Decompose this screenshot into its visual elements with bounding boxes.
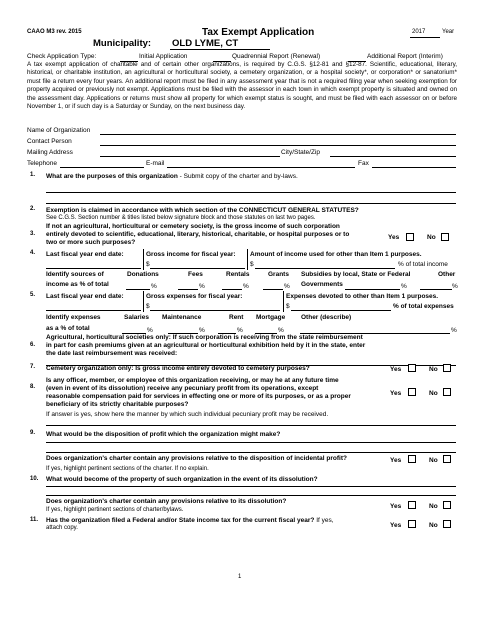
q1-answer-line-1[interactable] <box>46 192 456 193</box>
q8-yes-label: Yes <box>390 390 402 397</box>
q10b-no-checkbox[interactable] <box>443 501 451 509</box>
year-underline <box>410 37 440 38</box>
q4-col-grants: Grants <box>268 271 289 278</box>
q11-bold: Has the organization filed a Federal and/or State income tax for the current fiscal year? <box>46 517 315 524</box>
q4-pct-2: % <box>199 283 205 290</box>
q9-answer-line-2[interactable] <box>46 452 456 453</box>
q11-no-checkbox[interactable] <box>443 520 451 528</box>
q9-text: What would be the disposition of profit which the organization might make? <box>46 431 281 438</box>
q5-pct-2: % <box>199 327 205 334</box>
q8-number: 8. <box>30 384 36 390</box>
q5-col-salaries: Salaries <box>124 314 149 321</box>
city-label: City/State/Zip <box>281 149 321 156</box>
municipality-value: OLD LYME, CT <box>172 38 239 49</box>
q10b-no-label: No <box>429 503 438 510</box>
q4-pct-5: % <box>401 283 407 290</box>
mailing-label: Mailing Address <box>27 149 73 156</box>
q5-identify: Identify expenses <box>46 314 101 321</box>
q4-fiscal-date-field[interactable] <box>46 268 141 269</box>
q2-text: Exemption is claimed in accordance with which section of the CONNECTICUT GENERAL STATUTES? <box>46 207 359 214</box>
q7-no-label: No <box>429 366 438 373</box>
q10-number: 10. <box>30 476 39 482</box>
q4-income-pct-label: income as % of total <box>46 281 109 288</box>
q5-pct-1: % <box>147 327 153 334</box>
q10b-yes-checkbox[interactable] <box>408 501 416 509</box>
q6-line1: Agricultural, horticultural societies only: If such corporation is receiving from the state reimbursement <box>46 334 363 341</box>
q8-line1: Is any officer, member, or employee of this organization receiving, or may he at any future time <box>46 377 339 384</box>
q4-col-other: Other <box>438 271 456 278</box>
q5-gross-exp-field[interactable] <box>150 310 280 311</box>
q4-dollar-2: $ <box>250 261 254 268</box>
form-id: CAAO M3 rev. 2015 <box>27 29 82 35</box>
q5-divider-2 <box>283 291 284 312</box>
q1-number: 1. <box>30 172 36 178</box>
q5-dollar-1: $ <box>146 303 150 310</box>
city-field[interactable] <box>330 156 456 157</box>
q6-line2: in part for cash premiums given at an agricultural or horticultural exhibition held by it in the state, enter <box>46 342 366 349</box>
q9b-yes-label: Yes <box>390 457 402 464</box>
q4-gross-income: Gross income for fiscal year: <box>146 251 236 258</box>
q4-other-field[interactable] <box>420 289 452 290</box>
q11-rest: If yes, <box>314 517 334 524</box>
q5-divider-1 <box>143 291 144 312</box>
q10-answer-line-1[interactable] <box>46 486 456 487</box>
q9b-note: If yes, highlight pertinent sections of the charter. If no explain. <box>46 466 209 472</box>
fax-label: Fax <box>358 160 369 167</box>
q10-text: What would become of the property of such organization in the event of its dissolution? <box>46 476 318 483</box>
q8-no-checkbox[interactable] <box>443 388 451 396</box>
additional-label: Additional Report (Interim) <box>367 53 443 60</box>
q3-yes-label: Yes <box>388 234 400 241</box>
q8-line3: reasonable compensation paid for services in effecting one or more of its purposes, or as a proper <box>46 393 351 400</box>
municipality-underline <box>170 49 270 50</box>
q9b-no-label: No <box>429 457 438 464</box>
q11-text <box>46 517 334 524</box>
q4-col-fees: Fees <box>188 271 203 278</box>
email-field[interactable] <box>167 167 355 168</box>
q1-answer-line-2[interactable] <box>46 203 456 204</box>
q5-pct-total-exp: % of total expenses <box>393 303 454 310</box>
q5-dollar-2: $ <box>286 303 290 310</box>
q4-fees-field[interactable] <box>178 289 198 290</box>
q5-pct-5: % <box>451 327 457 334</box>
intro-paragraph: A tax exempt application of charitable and of certain other organizations, is required by C.G.S. §12-81 and §12-87. Scientific, educational, literary, historical, or charitable institution, an agricultural or horticultural society, a cemetery organization, or a hospital society*, or corporation* or sanatorium* must file a return every four years. An additional report must be filed in any assessment year that is not a required filing year when seeking exemption for property acquired or previously not exempt. Applications must be filed with the assessor in each town in which exempt property is situated and owned on the assessment day. Applications or returns must show all property for which exempt status is sought, and must be filed with each assessor on or before November 1, or if such day is a Saturday or Sunday, on the next business day. <box>27 61 457 111</box>
q1-bold: What are the purposes of this organization <box>46 173 178 180</box>
contact-field[interactable] <box>100 145 456 146</box>
initial-application-label: Initial Application <box>139 53 188 60</box>
q9b-no-checkbox[interactable] <box>443 455 451 463</box>
q5-fiscal: Last fiscal year end date: <box>46 293 124 300</box>
contact-label: Contact Person <box>27 138 72 145</box>
q8-no-label: No <box>429 390 438 397</box>
application-type-label: Check Application Type: <box>27 53 97 60</box>
q8-note: If answer is yes, show here the manner by which such individual pecuniary profit may be received. <box>46 411 329 418</box>
q7-no-checkbox[interactable] <box>443 364 451 372</box>
q5-fiscal-date-field[interactable] <box>46 310 141 311</box>
q4-gross-income-field[interactable] <box>150 268 245 269</box>
q1-text <box>46 173 298 180</box>
q5-col-rent: Rent <box>229 314 244 321</box>
q11-no-label: No <box>429 522 438 529</box>
fax-field[interactable] <box>372 167 456 168</box>
q9-answer-line-1[interactable] <box>46 442 456 443</box>
q5-exp-other-field[interactable] <box>291 310 391 311</box>
q11-yes-label: Yes <box>390 522 402 529</box>
q2-sub: See C.G.S. Section number & titles listed below signature block and those statutes on last two pages. <box>46 215 316 221</box>
q10b-text: Does organization's charter contain any provisions relative to its dissolution? <box>46 498 287 505</box>
q4-subsidies-field[interactable] <box>345 289 400 290</box>
q9b-yes-checkbox[interactable] <box>408 455 416 463</box>
q8-line4: beneficiary of its strictly charitable purposes? <box>46 401 189 408</box>
page-title: Tax Exempt Application <box>202 27 315 38</box>
q6-number: 6. <box>30 342 36 348</box>
q4-donations-field[interactable] <box>126 289 150 290</box>
q5-number: 5. <box>30 292 36 298</box>
q4-col-rentals: Rentals <box>226 271 250 278</box>
q5-col-mortgage: Mortgage <box>256 314 286 321</box>
q3-no-checkbox[interactable] <box>441 233 449 241</box>
q7-yes-checkbox[interactable] <box>408 364 416 372</box>
org-name-field[interactable] <box>100 134 456 135</box>
q4-grants-field[interactable] <box>263 289 283 290</box>
mailing-field[interactable] <box>100 156 280 157</box>
q3-line2: entirely devoted to scientific, educational, literary, historical, charitable, or hospital purposes or to <box>46 231 350 238</box>
q8-yes-checkbox[interactable] <box>408 388 416 396</box>
q5-pct-3: % <box>237 327 243 334</box>
q4-number: 4. <box>30 250 36 256</box>
org-name-label: Name of Organization <box>27 127 91 134</box>
q5-gross-exp: Gross expenses for fiscal year: <box>146 293 243 300</box>
q7-number: 7. <box>30 364 36 370</box>
q3-no-label: No <box>427 234 436 241</box>
telephone-label: Telephone <box>27 160 57 167</box>
q4-amount-field[interactable] <box>255 268 395 269</box>
q4-pct-4: % <box>284 283 290 290</box>
q10-answer-line-2[interactable] <box>46 495 456 496</box>
q4-sources-label: Identify sources of <box>46 271 104 278</box>
year-label: Year <box>442 29 455 35</box>
q5-pct-4: % <box>278 327 284 334</box>
q6-line3: the date last reimbursement was received: <box>46 350 178 357</box>
q4-dollar-1: $ <box>146 261 150 268</box>
q5-col-maintenance: Maintenance <box>162 314 202 321</box>
q4-amount-other: Amount of income used for other than Item 1 purposes. <box>250 251 422 258</box>
q4-governments: Governments <box>301 281 343 288</box>
q3-line3: two or more such purposes? <box>46 239 136 246</box>
q2-number: 2. <box>30 206 36 212</box>
q5-exp-other: Expenses devoted to other than Item 1 purposes. <box>286 293 439 300</box>
q7-yes-label: Yes <box>390 366 402 373</box>
q4-pct-total-income: % of total income <box>398 261 448 268</box>
municipality-label: Municipality: <box>93 38 152 49</box>
q1-rest: - Submit copy of the charter and by-laws. <box>177 173 298 180</box>
q10b-yes-label: Yes <box>390 503 402 510</box>
q4-fiscal: Last fiscal year end date: <box>46 251 124 258</box>
q5-as-pct: as a % of total <box>46 325 90 332</box>
q11-yes-checkbox[interactable] <box>408 520 416 528</box>
telephone-field[interactable] <box>60 167 144 168</box>
page-number: 1 <box>238 574 242 580</box>
q4-rentals-field[interactable] <box>222 289 242 290</box>
q11-number: 11. <box>30 517 39 523</box>
q9-number: 9. <box>30 430 36 436</box>
q11-rest2: attach copy. <box>46 525 78 531</box>
q4-col-subsidies: Subsidies by local, State or Federal <box>301 271 411 278</box>
q8-answer-line[interactable] <box>46 425 456 426</box>
q9b-text: Does organization's charter contain any provisions relative to the disposition of incidental profit? <box>46 455 347 462</box>
q3-line1: If not an agricultural, horticultural or cemetery society, is the gross income of such corporation <box>46 223 340 230</box>
q4-divider-1 <box>143 249 144 270</box>
q4-pct-6: % <box>452 283 458 290</box>
email-label: E-mail <box>146 160 165 167</box>
year-value: 2017 <box>412 29 426 35</box>
q4-pct-1: % <box>151 283 157 290</box>
quadrennial-label: Quadrennial Report (Renewal) <box>232 53 321 60</box>
q5-col-other: Other (describe) <box>301 314 352 321</box>
q4-pct-3: % <box>243 283 249 290</box>
q4-col-donations: Donations <box>127 271 159 278</box>
q4-divider-2 <box>247 249 248 270</box>
q10b-note: If yes, highlight pertinent sections of charter/bylaws. <box>46 507 184 513</box>
q7-text: Cemetery organization only: Is gross income entirely devoted to cemetery purposes? <box>46 365 310 372</box>
q8-line2: (even in event of its dissolution) receive any pecuniary profit from its operations, except <box>46 385 319 392</box>
q3-number: 3. <box>30 231 36 237</box>
q3-yes-checkbox[interactable] <box>406 233 414 241</box>
